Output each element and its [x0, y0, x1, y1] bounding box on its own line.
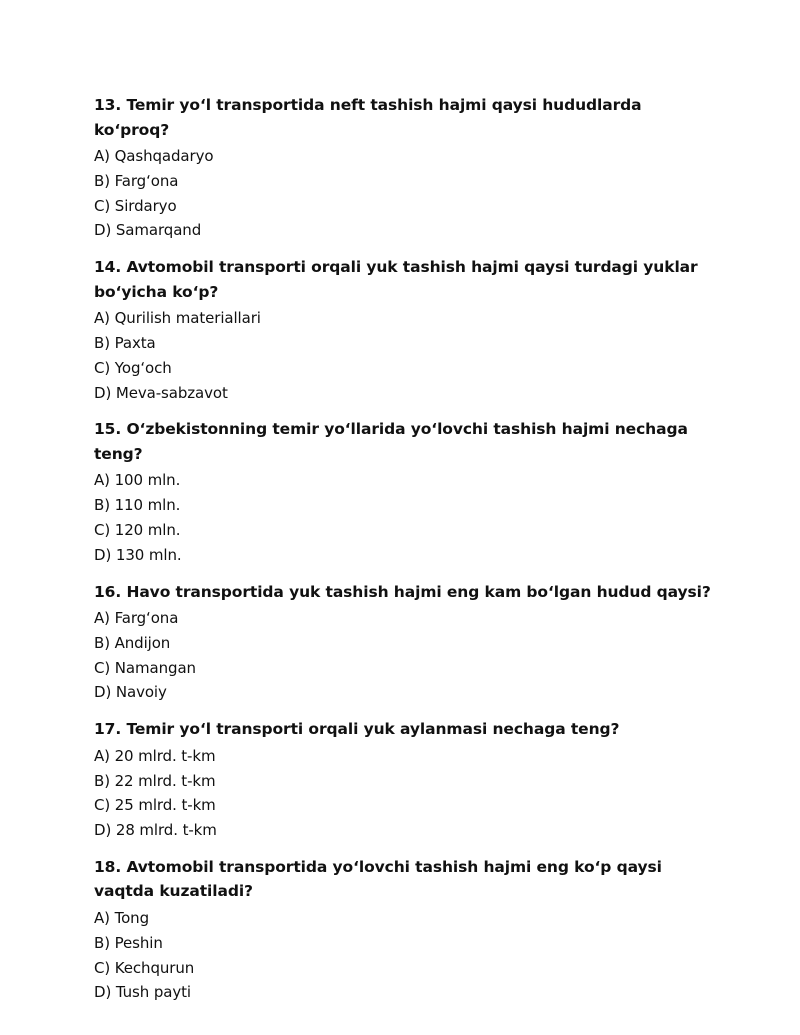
- question-title: 13. Temir yo‘l transportida neft tashish hajmi qaysi hududlarda ko‘proq?: [94, 96, 642, 139]
- question-title: 14. Avtomobil transporti orqali yuk tashish hajmi qaysi turdagi yuklar bo‘yicha ko‘p?: [94, 258, 698, 301]
- answer-option: A) Qurilish materiallari: [94, 309, 261, 328]
- answer-option: A) Farg‘ona: [94, 609, 179, 628]
- answer-option: B) 110 mln.: [94, 496, 181, 515]
- answer-option: B) Paxta: [94, 333, 156, 352]
- question-13: [94, 93, 714, 243]
- answer-option: C) Yog‘och: [94, 358, 172, 377]
- answer-option: D) Navoiy: [94, 683, 167, 702]
- answer-option: A) 20 mlrd. t-km: [94, 746, 216, 765]
- answer-option: C) Kechqurun: [94, 958, 195, 977]
- answer-option: D) Tush payti: [94, 983, 191, 1002]
- answer-option: D) 130 mln.: [94, 545, 182, 564]
- question-17: [94, 717, 714, 843]
- question-16: [94, 580, 714, 706]
- answer-option: B) Farg‘ona: [94, 171, 179, 190]
- answer-option: A) Tong: [94, 908, 150, 927]
- question-14: [94, 255, 714, 405]
- question-title: 16. Havo transportida yuk tashish hajmi eng kam bo‘lgan hudud qaysi?: [94, 582, 711, 601]
- answer-option: D) Meva-sabzavot: [94, 383, 228, 402]
- answer-option: C) 25 mlrd. t-km: [94, 796, 216, 815]
- answer-option: B) Peshin: [94, 933, 163, 952]
- answer-option: C) Sirdaryo: [94, 196, 177, 215]
- answer-option: C) Namangan: [94, 658, 196, 677]
- question-18: [94, 855, 714, 1005]
- answer-option: A) Qashqadaryo: [94, 147, 214, 165]
- answer-option: B) 22 mlrd. t-km: [94, 771, 216, 790]
- question-title: 15. O‘zbekistonning temir yo‘llarida yo‘lovchi tashish hajmi nechaga teng?: [94, 420, 688, 463]
- answer-option: D) 28 mlrd. t-km: [94, 821, 217, 840]
- answer-option: A) 100 mln.: [94, 471, 181, 490]
- question-15: [94, 417, 714, 567]
- answer-option: D) Samarqand: [94, 221, 202, 240]
- answer-option: C) 120 mln.: [94, 520, 181, 539]
- question-title: 17. Temir yo‘l transporti orqali yuk aylanmasi nechaga teng?: [94, 720, 620, 739]
- quiz-page: [94, 93, 714, 1017]
- answer-option: B) Andijon: [94, 633, 171, 652]
- question-title: 18. Avtomobil transportida yo‘lovchi tashish hajmi eng ko‘p qaysi vaqtda kuzatiladi?: [94, 857, 662, 901]
